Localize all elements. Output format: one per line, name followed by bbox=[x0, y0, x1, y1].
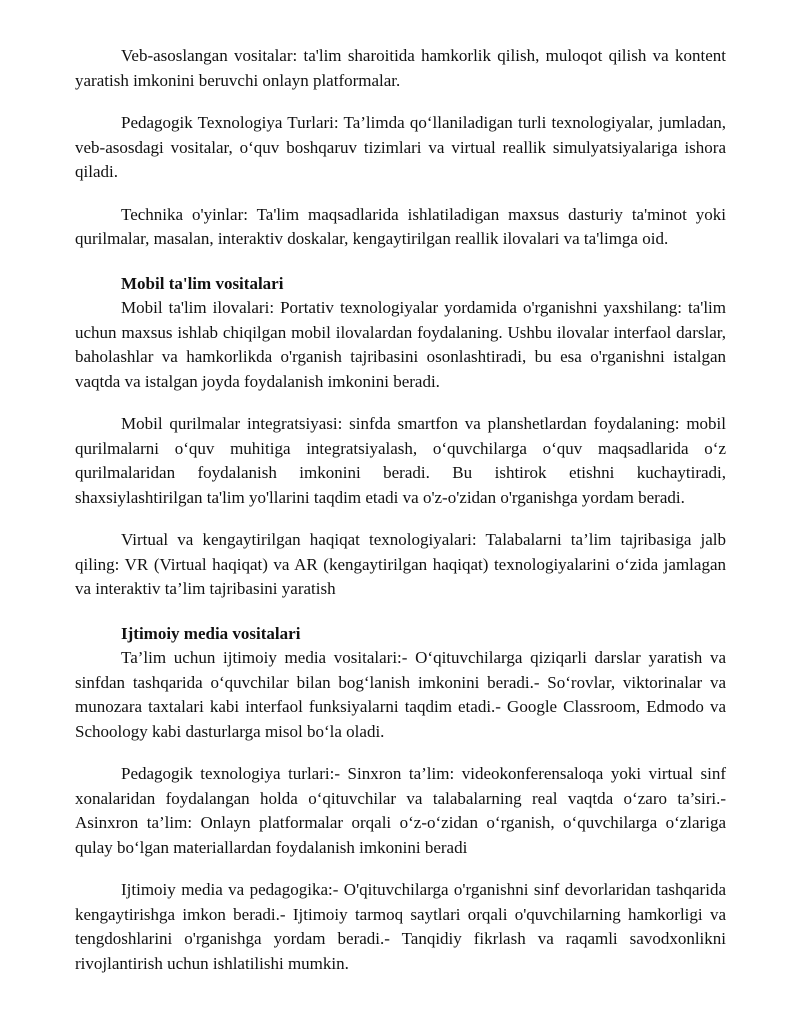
paragraph-social-media-and-pedagogy: Ijtimoiy media va pedagogika:- O'qituvchilarga o'rganishni sinf devorlaridan tashqarida kengaytirishga imkon beradi.- Ijtimoiy tarmoq saytlari orqali o'quvchilarning hamkorligi va tengdoshlarini o'rganishga yordam beradi.- Tanqidiy fikrlash va raqamli savodxonlikni rivojlantirish uchun ishlatilishi mumkin. bbox=[75, 880, 726, 973]
heading-mobile-learning-tools: Mobil ta'lim vositalari bbox=[121, 273, 284, 293]
paragraph-sync-async-learning: Pedagogik texnologiya turlari:- Sinxron ta’lim: videokonferensaloqa yoki virtual sinf xonalaridan foydalangan holda o‘qituvchilar va talabalarning real vaqtda o‘zaro ta’siri.- Asinxron ta’lim: Onlayn platformalar orqali o‘z-o‘zidan o‘rganish, o‘quvchilarga o‘zlariga qulay bo‘lgan materiallardan foydalanish imkonini beradi bbox=[75, 764, 726, 857]
paragraph-vr-ar-technologies: Virtual va kengaytirilgan haqiqat texnologiyalari: Talabalarni ta’lim tajribasiga jalb qiling: VR (Virtual haqiqat) va AR (kengaytirilgan haqiqat) texnologiyalarini o‘zida jamlagan va interaktiv ta’lim tajribasini yaratish bbox=[75, 530, 726, 598]
paragraph-social-media-for-education: Ta’lim uchun ijtimoiy media vositalari:- O‘qituvchilarga qiziqarli darslar yaratish va sinfdan tashqarida o‘quvchilar bilan bog‘lanish imkonini beradi.- So‘rovlar, viktorinalar va munozara taxtalari kabi interfaol funksiyalarni taqdim etadi.- Google Classroom, Edmodo va Schoology kabi dasturlarga misol bo‘la oladi. bbox=[75, 648, 726, 741]
heading-social-media-tools: Ijtimoiy media vositalari bbox=[121, 623, 301, 643]
paragraph-web-tools: Veb-asoslangan vositalar: ta'lim sharoitida hamkorlik qilish, muloqot qilish va kontent yaratish imkonini beruvchi onlayn platformalar. bbox=[75, 46, 726, 90]
paragraph-mobile-device-integration: Mobil qurilmalar integratsiyasi: sinfda smartfon va planshetlardan foydalaning: mobil qurilmalarni o‘quv muhitiga integratsiyalash, o‘quvchilarga o‘quv maqsadlarida o‘z qurilmalaridan foydalanish imkonini beradi. Bu ishtirok etishni kuchaytiradi, shaxsiylashtirilgan ta'lim yo'llarini taqdim etadi va o'z-o'zidan o'rganishga yordam beradi. bbox=[75, 414, 726, 507]
paragraph-pedagogical-technology-types: Pedagogik Texnologiya Turlari: Ta’limda qo‘llaniladigan turli texnologiyalar, jumladan, veb-asosdagi vositalar, o‘quv boshqaruv tizimlari va virtual reallik simulyatsiyalariga ishora qiladi. bbox=[75, 113, 726, 181]
paragraph-technical-games: Technika o'yinlar: Ta'lim maqsadlarida ishlatiladigan maxsus dasturiy ta'minot yoki qurilmalar, masalan, interaktiv doskalar, kengaytirilgan reallik ilovalari va ta'limga oid. bbox=[75, 204, 726, 248]
paragraph-mobile-learning-apps: Mobil ta'lim ilovalari: Portativ texnologiyalar yordamida o'rganishni yaxshilang: ta'lim uchun maxsus ishlab chiqilgan mobil ilovalardan foydalaning. Ushbu ilovalar interfaol darslar, baholashlar va hamkorlikda o'rganish tajribasini osonlashtiradi, bu esa o'rganishni istalgan vaqtda va istalgan joyda foydalanish imkonini beradi. bbox=[75, 298, 726, 391]
